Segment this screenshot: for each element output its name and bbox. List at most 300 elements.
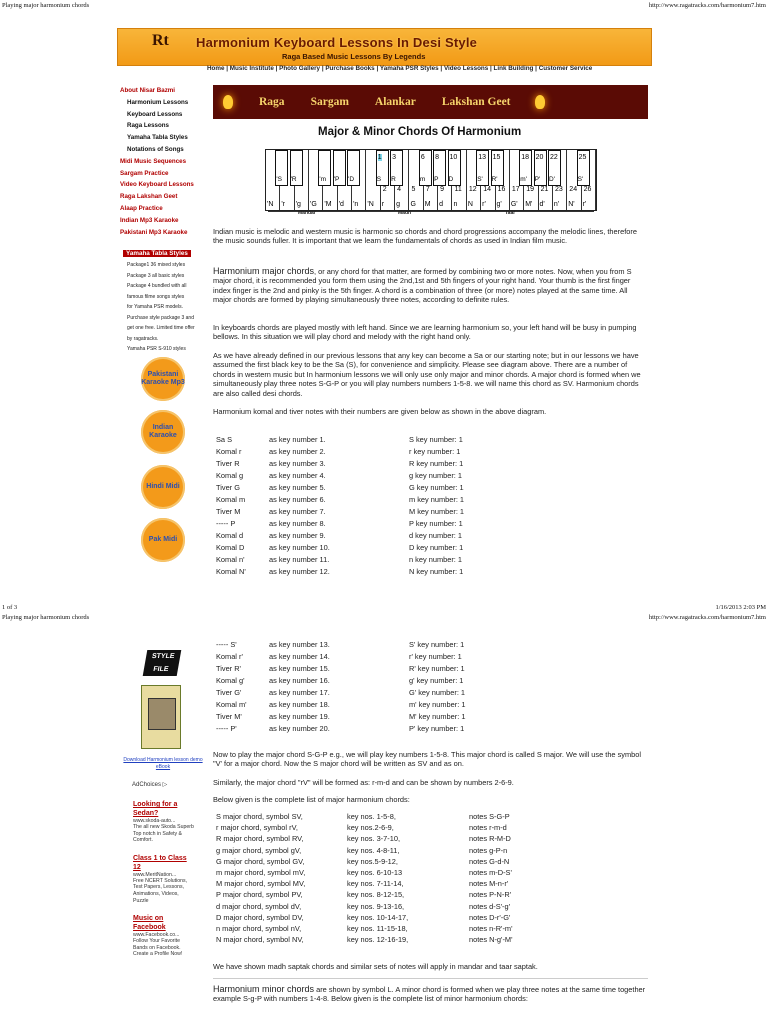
ad-description: Follow Your Favorite Bands on Facebook. Create a Profile Now!	[133, 938, 183, 958]
table-cell: Komal N'	[216, 567, 246, 576]
table-cell: key nos. 8-12-15,	[347, 890, 405, 900]
table-cell: key nos. 3-7-10,	[347, 834, 400, 844]
major-chords-paragraph	[213, 267, 648, 305]
tabla-package-line: famous filme songs styles	[127, 293, 185, 300]
table-cell: P key number: 1	[409, 519, 463, 528]
table-cell: as key number 18.	[269, 700, 330, 709]
intro-paragraph: Indian music is melodic and western music is harmonic so chords and chord progressions accompany the melodic lines, therefore the music sounds fuller. It is important that we learn the fundamentals of chords as used in Indian film music.	[213, 227, 637, 246]
nav-separator: |	[320, 65, 326, 72]
octave-taar: Taar	[505, 210, 516, 216]
minor-chords-lead: Harmonium minor chords	[213, 984, 315, 994]
key-number-top: 13	[478, 154, 486, 161]
white-key-label: N'	[568, 201, 575, 208]
black-key-label: 'm	[319, 176, 327, 183]
white-key-label: 'N	[367, 201, 374, 208]
table-cell: S major chord, symbol SV,	[216, 812, 303, 821]
site-logo[interactable]: Rt	[152, 32, 169, 49]
tabla-package-line: Purchase style package 3 and	[127, 314, 194, 321]
table-cell: as key number 6.	[269, 495, 326, 504]
table-cell: P major chord, symbol PV,	[216, 890, 303, 900]
table-cell: n major chord, symbol nV,	[216, 924, 302, 934]
major-list-intro: Below given is the complete list of major harmonium chords:	[213, 795, 410, 804]
topnav-item[interactable]: Purchase Books	[325, 65, 375, 72]
major-chords-lead: Harmonium major chords	[213, 266, 315, 276]
black-key-label: 'P	[333, 176, 340, 183]
key-number-top: 3	[392, 154, 397, 161]
table-cell: Komal r	[216, 447, 242, 456]
key-number-bottom: 14	[483, 186, 491, 193]
table-cell: as key number 16.	[269, 676, 330, 685]
leftnav-item[interactable]: Keyboard Lessons	[127, 110, 183, 118]
table-cell: notes D-r'-G'	[469, 912, 511, 922]
leftnav-item[interactable]: Indian Mp3 Karaoke	[120, 216, 179, 224]
leftnav-item[interactable]: Raga Lessons	[127, 122, 169, 130]
table-cell: as key number 19.	[269, 712, 330, 721]
table-cell: G' key number: 1	[409, 688, 466, 697]
table-row	[216, 434, 509, 446]
table-cell: as key number 14.	[269, 652, 330, 661]
table-cell: ----- P	[216, 519, 236, 528]
table-row	[216, 699, 509, 711]
black-key-label: D	[448, 176, 454, 183]
key-number-bottom: 16	[497, 186, 506, 193]
white-key-label: r	[381, 201, 385, 208]
hindi-midi-badge[interactable]: Hindi Midi	[141, 465, 185, 509]
table-cell: key nos. 9-13-16,	[347, 901, 405, 911]
white-key-label: G	[410, 201, 416, 208]
ad-url[interactable]: www.Facebook.co...	[133, 932, 180, 939]
white-key-label: 'g	[295, 201, 301, 208]
key-number-bottom: 24	[569, 186, 578, 193]
major-chords-text: , or any chord for that matter, are formed by combining two or more notes. Now, when you from S major chord, it is recommended you form them using the 2nd,1st and 5th fingers of your right hand. Your thumb is the first finger index finger is the 2nd and pinky is the 5th finger. A chord is a combination of three (or more) notes played at the same time. All major chords are formed by playing simultaneously three notes, according to definite rules.	[213, 267, 632, 305]
print-title: Playing major harmonium chords	[2, 2, 90, 9]
sa-definition-paragraph: As we have already defined in our previous lessons that any key can become a Sa or our starting note; but in our lessons we have assumed the first black key to be the Sa (S), for convenience and simplicity. Please see diagram above. There are a number of chords in western music but In harmonium lessons we will only use only major and minor chords. A major chord is formed when we simultaneously play three notes S-G-P or you will play numbers numbers 1-5-8. we will name this chord as SV. Harmonium chords are also called desi chords.	[213, 351, 641, 398]
strip-sargam[interactable]: Sargam	[310, 96, 349, 108]
black-key	[275, 150, 288, 186]
leftnav-item[interactable]: Midi Music Sequences	[120, 157, 187, 165]
table-cell: notes g-P-n	[469, 845, 508, 855]
print-datetime: 1/16/2013 2:03 PM	[715, 604, 766, 611]
table-cell: Komal D	[216, 543, 245, 552]
leftnav-item[interactable]: Sargam Practice	[120, 169, 169, 177]
key-number-top: 25	[578, 154, 587, 161]
table-cell: Tiver G'	[216, 688, 242, 697]
print-page-number: 1 of 3	[2, 604, 18, 611]
table-row	[216, 833, 569, 844]
white-key-label: d'	[539, 201, 545, 208]
table-cell: N key number: 1	[409, 567, 464, 576]
pak-midi-badge[interactable]: Pak Midi	[141, 518, 185, 562]
table-cell: as key number 8.	[269, 519, 326, 528]
black-key	[290, 150, 303, 186]
leftnav-item[interactable]: Notations of Songs	[127, 145, 184, 153]
table-cell: M' key number: 1	[409, 712, 466, 721]
table-cell: r major chord, symbol rV,	[216, 823, 298, 833]
key-number-top: 1	[377, 154, 382, 161]
ad-list	[133, 800, 195, 968]
table-row	[216, 542, 509, 554]
white-key-label: d	[439, 201, 444, 208]
leftnav-item[interactable]: Yamaha Tabla Styles	[127, 134, 188, 142]
table-row	[216, 912, 569, 923]
table-row	[216, 482, 509, 494]
nav-separator: |	[224, 65, 230, 72]
table-cell: ----- P'	[216, 724, 237, 733]
octave-ruler	[268, 211, 594, 220]
table-row	[216, 506, 509, 518]
table-cell: m' key number: 1	[409, 700, 466, 709]
table-cell: as key number 4.	[269, 471, 326, 480]
table-cell: g major chord, symbol gV,	[216, 845, 302, 855]
table-row	[216, 889, 569, 900]
top-navigation	[207, 65, 592, 72]
tabla-package-line: Package 4 bundled with all	[127, 283, 187, 289]
leftnav-item[interactable]: Pakistani Mp3 Karaoke	[120, 228, 188, 236]
white-key-label: n'	[553, 201, 560, 208]
ebook-portrait	[148, 698, 176, 730]
notes-table-2	[216, 639, 509, 735]
black-key-label: D'	[548, 176, 555, 183]
black-key-label: S	[376, 176, 382, 183]
table-cell: as key number 5.	[269, 483, 326, 492]
key-number-top: 22	[549, 154, 558, 161]
white-key-label: r'	[582, 201, 587, 208]
black-key-label: R	[391, 176, 396, 183]
table-row	[216, 711, 509, 723]
black-key	[333, 150, 346, 186]
key-number-bottom: 7	[425, 186, 430, 193]
table-row	[216, 639, 509, 651]
table-cell: notes P-N-R'	[469, 890, 512, 900]
key-number-top: 18	[521, 154, 530, 161]
table-cell: notes N-g'-M'	[469, 935, 513, 945]
print-title-2: Playing major harmonium chords	[2, 614, 90, 621]
table-cell: key nos. 11-15-18,	[347, 924, 408, 934]
minor-chords-paragraph	[213, 985, 648, 1004]
table-row	[216, 901, 569, 912]
table-row	[216, 845, 569, 856]
komal-tiver-intro: Harmonium komal and tiver notes with their numbers are given below as shown in the above diagram.	[213, 407, 547, 416]
key-number-bottom: 17	[511, 186, 520, 193]
key-number-bottom: 9	[440, 186, 445, 193]
nav-separator: |	[374, 65, 380, 72]
major-chord-table	[216, 811, 569, 945]
ad-url[interactable]: www.MeritNation...	[133, 871, 177, 878]
pakistani-karaoke-badge[interactable]: Pakistani Karaoke Mp3	[141, 357, 185, 401]
table-cell: g key number: 1	[409, 471, 462, 480]
table-cell: notes d-S'-g'	[469, 901, 511, 911]
topnav-item[interactable]: Video Lessons	[443, 65, 489, 72]
key-number-bottom: 21	[540, 186, 549, 193]
table-row	[216, 530, 509, 542]
ad-block	[133, 800, 195, 844]
table-row	[216, 518, 509, 530]
table-cell: as key number 20.	[269, 724, 330, 733]
table-row	[216, 566, 509, 578]
left-hand-paragraph: In keyboards chords are played mostly with left hand. Since we are learning harmonium so, your left hand will be busy in pumping bellows. In this situation we will play chord and melody with the right hand only.	[213, 323, 637, 342]
tabla-styles-heading[interactable]: Yamaha Tabla Styles	[123, 250, 191, 257]
black-key-label: 'S	[276, 176, 282, 183]
black-key-label: P'	[534, 176, 541, 183]
table-cell: notes G-d-N	[469, 856, 510, 866]
table-cell: notes m-D-S'	[469, 868, 512, 878]
print-url: http://www.ragatracks.com/harmonium7.htm	[648, 2, 766, 9]
key-number-bottom: 2	[382, 186, 387, 193]
black-key	[318, 150, 331, 186]
table-cell: Komal m	[216, 495, 246, 504]
key-number-bottom: 12	[468, 186, 477, 193]
table-cell: key nos. 6-10-13	[347, 868, 403, 878]
table-row	[216, 663, 509, 675]
key-number-top: 15	[492, 154, 501, 161]
black-key-label: P	[434, 176, 439, 183]
nav-separator: |	[533, 65, 539, 72]
table-cell: notes r-m-d	[469, 823, 507, 833]
page-title: Major & Minor Chords Of Harmonium	[318, 126, 522, 138]
topnav-item[interactable]: Customer Service	[538, 65, 593, 72]
ad-description: The all new Skoda Superb Top notch in Safety & Comfort.	[133, 824, 194, 844]
strip-alankar[interactable]: Alankar	[374, 96, 416, 108]
strip-raga[interactable]: Raga	[259, 96, 285, 108]
tabla-package-line: for Yamaha PSR models.	[127, 304, 183, 310]
ad-title-link[interactable]: Music on Facebook	[133, 915, 166, 932]
banner-subtitle: Raga Based Music Lessons By Legends	[282, 52, 426, 61]
table-cell: Komal d	[216, 531, 244, 540]
table-cell: Sa S	[216, 435, 233, 444]
left-navigation	[120, 85, 194, 238]
nav-separator: |	[488, 65, 494, 72]
ad-title-link[interactable]: Looking for a Sedan?	[133, 801, 178, 817]
table-cell: G key number: 1	[409, 483, 464, 492]
key-number-top: 10	[449, 154, 458, 161]
table-cell: notes n-R'-m'	[469, 924, 513, 934]
table-cell: R major chord, symbol RV,	[216, 834, 304, 844]
table-cell: as key number 13.	[269, 640, 330, 649]
leftnav-item[interactable]: Alaap Practice	[120, 204, 163, 212]
table-cell: as key number 10.	[269, 543, 330, 552]
divider	[213, 978, 648, 979]
table-cell: notes M-n-r'	[469, 879, 509, 889]
table-cell: Komal g'	[216, 676, 245, 685]
white-key-label: G'	[510, 201, 518, 208]
table-row	[216, 554, 509, 566]
key-number-bottom: 5	[411, 186, 416, 193]
table-row	[216, 934, 569, 945]
octave-madh: Madh	[398, 210, 412, 216]
table-cell: as key number 9.	[269, 531, 326, 540]
nav-separator: |	[438, 65, 444, 72]
table-row	[216, 923, 569, 934]
table-row	[216, 856, 569, 867]
tabla-package-line: Yamaha PSR S-910 styles	[127, 346, 186, 352]
table-row	[216, 494, 509, 506]
key-number-top: 8	[435, 154, 440, 161]
table-cell: Komal r'	[216, 652, 243, 661]
black-key-label: S'	[477, 176, 483, 183]
black-key	[347, 150, 360, 186]
table-cell: R' key number: 1	[409, 664, 465, 673]
leftnav-item[interactable]: Harmonium Lessons	[127, 98, 189, 106]
print-url-2: http://www.ragatracks.com/harmonium7.htm	[648, 614, 766, 621]
ad-block	[133, 854, 195, 904]
leftnav-item[interactable]: About Nisar Bazmi	[120, 87, 176, 94]
table-row	[216, 822, 569, 833]
table-row	[216, 867, 569, 878]
table-cell: key nos. 12-16-19,	[347, 935, 409, 945]
table-cell: d major chord, symbol dV,	[216, 901, 302, 911]
table-row	[216, 811, 569, 822]
table-cell: notes S-G-P	[469, 812, 510, 821]
white-key-label: 'M	[324, 201, 332, 208]
white-key-label: 'r	[281, 201, 286, 208]
table-cell: key nos. 10-14-17,	[347, 912, 409, 922]
table-cell: as key number 12.	[269, 567, 330, 576]
tabla-package-line: get one free. Limited time offer	[127, 325, 195, 331]
tabla-styles-list	[127, 260, 195, 355]
ad-title-link[interactable]: Class 1 to Class 12	[133, 854, 187, 871]
saptak-note: We have shown madh saptak chords and similar sets of notes will apply in mandar and taar saptak.	[213, 962, 538, 971]
table-row	[216, 446, 509, 458]
table-cell: r' key number: 1	[409, 652, 462, 661]
black-key-label: m	[419, 176, 426, 183]
table-cell: S key number: 1	[409, 435, 463, 444]
white-key-label: 'G	[310, 201, 317, 208]
table-cell: Tiver G	[216, 483, 240, 492]
key-number-bottom: 26	[583, 186, 592, 193]
table-cell: Komal g	[216, 471, 244, 480]
table-cell: as key number 3.	[269, 459, 326, 468]
table-cell: as key number 1.	[269, 435, 326, 444]
table-cell: Tiver M'	[216, 712, 242, 721]
music-category-strip	[213, 85, 648, 119]
white-key-label: g	[396, 201, 400, 208]
style-file-logo[interactable]: STYLE FILE	[143, 650, 182, 676]
leftnav-item[interactable]: Raga Lakshan Geet	[120, 193, 178, 201]
ad-block	[133, 914, 195, 958]
table-cell: as key number 15.	[269, 664, 330, 673]
topnav-item[interactable]: Music Institute	[229, 65, 274, 72]
black-key-label: S'	[577, 176, 584, 183]
notes-table-1	[216, 434, 509, 578]
white-key-label: g'	[496, 201, 502, 208]
minor-chords-text: are shown by symbol L. A minor chord is formed when we play three notes at the same time together example S-g-P with numbers 1-4-8. Below given is the complete list of minor harmonium chords:	[213, 985, 646, 1004]
table-cell: S' key number: 1	[409, 640, 465, 649]
table-cell: P' key number: 1	[409, 724, 465, 733]
table-row	[216, 675, 509, 687]
table-row	[216, 878, 569, 889]
indian-karaoke-badge[interactable]: Indian Karaoke	[141, 410, 185, 454]
white-key-label: 'N	[267, 201, 274, 208]
ebook-cover-image[interactable]	[141, 685, 181, 749]
table-cell: as key number 2.	[269, 447, 326, 456]
lamp-icon	[223, 95, 233, 109]
key-number-bottom: 4	[397, 186, 402, 193]
strip-lakshan-geet[interactable]: Lakshan Geet	[441, 96, 511, 108]
key-number-top: 6	[420, 154, 425, 161]
white-key-label: 'n	[353, 201, 359, 208]
table-cell: key nos.5-9-12,	[347, 856, 398, 866]
white-key-label: n	[453, 201, 458, 208]
rv-chord-example: Similarly, the major chord "rV" will be formed as: r-m-d and can be shown by numbers 2-6-9.	[213, 778, 514, 787]
table-row	[216, 651, 509, 663]
banner-title: Harmonium Keyboard Lessons In Desi Style	[196, 35, 478, 50]
table-cell: g' key number: 1	[409, 676, 464, 685]
tabla-package-line: Package1 36 mixed styles	[127, 262, 186, 268]
table-cell: R key number: 1	[409, 459, 464, 468]
table-cell: key nos.2-6-9,	[347, 823, 394, 833]
nav-separator: |	[273, 65, 280, 72]
topnav-item[interactable]: Yamaha PSR Styles	[379, 65, 439, 72]
tabla-package-line: Package 3 all basic styles	[127, 272, 185, 279]
ad-url[interactable]: www.skoda-auto...	[133, 818, 176, 824]
adchoices-label[interactable]: AdChoices ▷	[132, 782, 168, 788]
ad-description: Free NCERT Solutions, Test Papers, Lessons, Animations, Videos, Puzzle	[133, 877, 188, 904]
table-cell: as key number 7.	[269, 507, 326, 516]
lamp-icon	[535, 95, 545, 109]
tabla-package-line: by ragatracks.	[127, 335, 159, 342]
black-key-label: m'	[520, 176, 527, 183]
table-cell: ----- S'	[216, 640, 237, 649]
black-key-label: R'	[491, 176, 498, 183]
black-key-label: 'R	[290, 176, 297, 183]
harmonium-keyboard-diagram	[265, 149, 597, 211]
table-row	[216, 458, 509, 470]
key-number-top: 20	[535, 154, 544, 161]
table-cell: Komal m'	[216, 700, 247, 709]
table-cell: notes R-M-D	[469, 834, 511, 844]
white-key-label: N	[467, 201, 473, 208]
topnav-item[interactable]: Home	[207, 65, 225, 72]
key-number-bottom: 19	[526, 186, 535, 193]
octave-mandar: Mandar	[298, 210, 316, 216]
table-cell: n key number: 1	[409, 555, 462, 564]
table-cell: key nos. 1-5-8,	[347, 812, 396, 821]
table-cell: M key number: 1	[409, 507, 465, 516]
leftnav-item[interactable]: Video Keyboard Lessons	[120, 181, 194, 189]
white-key-label: 'd	[338, 201, 344, 208]
download-ebook-link[interactable]: Download Harmonium lesson demo eBook	[123, 757, 203, 770]
major-chord-usage: Now to play the major chord S-G-P e.g., we will play key numbers 1-5-8. This major chord is called S major. We will use the symbol "V' for a major chord. Now the S major chord will be written as SV and as on.	[213, 750, 642, 769]
table-cell: Tiver M	[216, 507, 241, 516]
table-cell: G major chord, symbol GV,	[216, 856, 305, 866]
table-cell: key nos. 7-11-14,	[347, 879, 404, 889]
table-cell: D major chord, symbol DV,	[216, 912, 304, 922]
table-row	[216, 687, 509, 699]
topnav-item[interactable]: Photo Gallery	[279, 65, 321, 72]
table-cell: Komal n'	[216, 555, 245, 564]
table-row	[216, 723, 509, 735]
table-cell: N major chord, symbol NV,	[216, 935, 304, 945]
table-cell: Tiver R	[216, 459, 240, 468]
white-key-label: M	[424, 201, 431, 208]
table-row	[216, 470, 509, 482]
table-cell: d key number: 1	[409, 531, 462, 540]
table-cell: key nos. 4-8-11,	[347, 845, 400, 855]
table-cell: Tiver R'	[216, 664, 241, 673]
table-cell: m major chord, symbol mV,	[216, 868, 306, 878]
table-cell: as key number 11.	[269, 555, 330, 564]
topnav-item[interactable]: Link Building	[493, 65, 534, 72]
table-cell: r key number: 1	[409, 447, 461, 456]
table-cell: D key number: 1	[409, 543, 464, 552]
white-key-label: M'	[525, 201, 533, 208]
key-number-bottom: 23	[554, 186, 563, 193]
table-cell: M major chord, symbol MV,	[216, 879, 306, 889]
white-key-label: r'	[482, 201, 486, 208]
black-key-label: 'D	[348, 176, 355, 183]
table-cell: as key number 17.	[269, 688, 330, 697]
table-cell: m key number: 1	[409, 495, 465, 504]
